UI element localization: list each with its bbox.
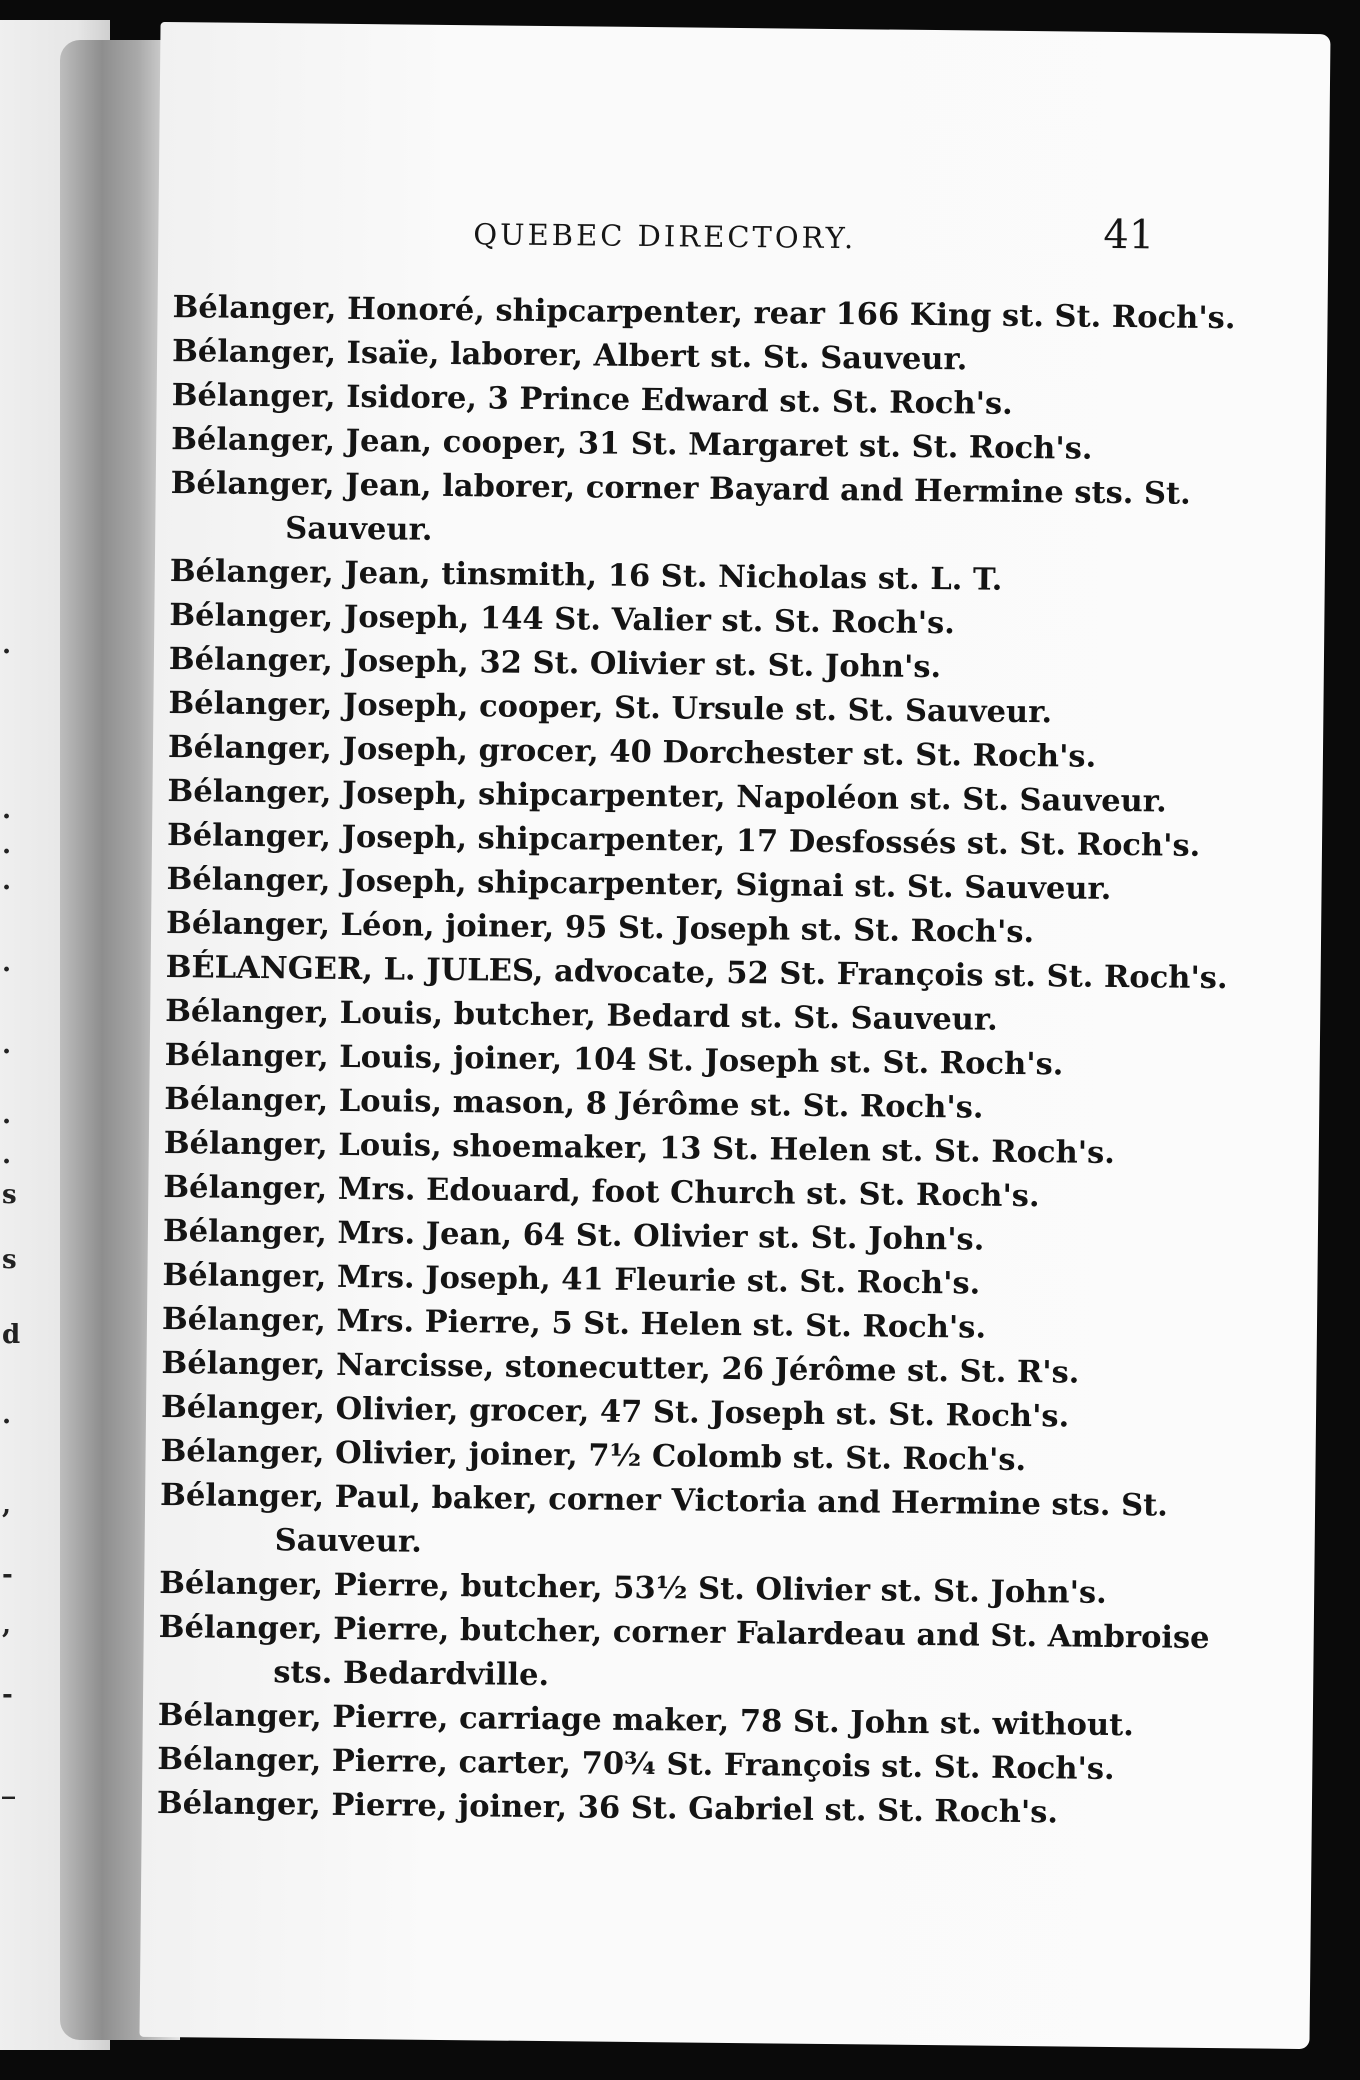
directory-entry: Bélanger, Joseph, shipcarpenter, 17 Desfossés st. St. Roch's. [166,817,1201,864]
margin-mark: s [2,1180,17,1210]
directory-entry: Bélanger, Pierre, joiner, 36 St. Gabriel st. St. Roch's. [156,1784,1059,1831]
margin-mark: . [2,948,12,978]
directory-entry: Bélanger, Louis, butcher, Bedard st. St. Sauveur. [165,993,998,1038]
directory-entry: Bélanger, Mrs. Edouard, foot Church st. St. Roch's. [163,1169,1040,1215]
directory-entry: Bélanger, Joseph, cooper, St. Ursule st. St. Sauveur. [168,685,1053,731]
margin-mark: . [2,1140,12,1170]
directory-entry: Bélanger, Narcisse, stonecutter, 26 Jérôme st. St. R's. [161,1345,1080,1391]
directory-entry: BÉLANGER, L. JULES, advocate, 52 St. François st. St. Roch's. [165,949,1228,997]
directory-entry: Bélanger, Pierre, carriage maker, 78 St. John st. without. [157,1696,1135,1744]
directory-entry: Bélanger, Louis, joiner, 104 St. Joseph st. St. Roch's. [164,1037,1064,1083]
directory-entry: Bélanger, Joseph, grocer, 40 Dorchester st. St. Roch's. [167,729,1097,775]
directory-entry: Bélanger, Louis, shoemaker, 13 St. Helen st. St. Roch's. [163,1125,1116,1171]
directory-entry: Bélanger, Isaïe, laborer, Albert st. St. Sauveur. [171,333,968,378]
directory-entry: Bélanger, Olivier, joiner, 7½ Colomb st. St. Roch's. [160,1433,1027,1479]
directory-page [139,22,1330,2049]
margin-mark: s [2,1245,17,1275]
facing-page-margin-marks [0,20,20,2050]
margin-mark: . [2,1100,12,1130]
running-title: QUEBEC DIRECTORY. [473,217,857,256]
directory-entry: Bélanger, Pierre, butcher, 53½ St. Olivier st. St. John's. [159,1565,1107,1611]
directory-entry: Bélanger, Mrs. Joseph, 41 Fleurie st. St. Roch's. [162,1257,981,1302]
directory-entry: Bélanger, Paul, baker, corner Victoria and Hermine sts. St. Sauveur. [159,1477,1169,1560]
directory-entry: Bélanger, Mrs. Pierre, 5 St. Helen st. St. Roch's. [161,1301,987,1346]
margin-mark: - [2,1560,13,1590]
margin-mark: d [2,1320,21,1350]
directory-entry: Bélanger, Joseph, 144 St. Valier st. St. Roch's. [169,597,956,642]
margin-mark: . [2,1030,12,1060]
directory-entry: Bélanger, Jean, cooper, 31 St. Margaret st. St. Roch's. [171,421,1093,467]
directory-entry: Bélanger, Jean, tinsmith, 16 St. Nicholas st. L. T. [169,553,1003,598]
margin-mark: . [2,630,12,660]
page-number: 41 [1103,211,1155,259]
directory-entry: Bélanger, Pierre, carter, 70¾ St. François st. St. Roch's. [157,1740,1115,1788]
margin-mark: . [2,1400,12,1430]
directory-entry: Bélanger, Isidore, 3 Prince Edward st. St. Roch's. [171,377,1013,422]
directory-entry: Bélanger, Léon, joiner, 95 St. Joseph st. St. Roch's. [165,905,1035,951]
margin-mark: . [2,866,12,896]
directory-entry: Bélanger, Pierre, butcher, corner Falardeau and St. Ambroise sts. Bedardville. [158,1608,1210,1694]
directory-entry: Bélanger, Jean, laborer, corner Bayard and Hermine sts. St. Sauveur. [170,465,1191,548]
page-header [158,202,1329,274]
directory-entry: Bélanger, Louis, mason, 8 Jérôme st. St. Roch's. [164,1081,984,1126]
margin-mark: . [2,795,12,825]
directory-entry: Bélanger, Joseph, shipcarpenter, Napoléon st. St. Sauveur. [167,773,1167,820]
directory-entry: Bélanger, Olivier, grocer, 47 St. Joseph st. St. Roch's. [160,1389,1070,1435]
directory-entry: Bélanger, Mrs. Jean, 64 St. Olivier st. St. John's. [162,1213,985,1258]
directory-entry: Bélanger, Joseph, shipcarpenter, Signai st. St. Sauveur. [166,861,1112,907]
directory-entries [142,285,1328,1837]
directory-entry: Bélanger, Joseph, 32 St. Olivier st. St. John's. [168,641,942,686]
margin-mark: , [2,1490,12,1520]
margin-mark: _ [2,1770,15,1800]
directory-entry: Bélanger, Honoré, shipcarpenter, rear 166 King st. St. Roch's. [172,289,1236,337]
margin-mark: - [2,1680,13,1710]
margin-mark: , [2,1610,12,1640]
margin-mark: . [2,830,12,860]
